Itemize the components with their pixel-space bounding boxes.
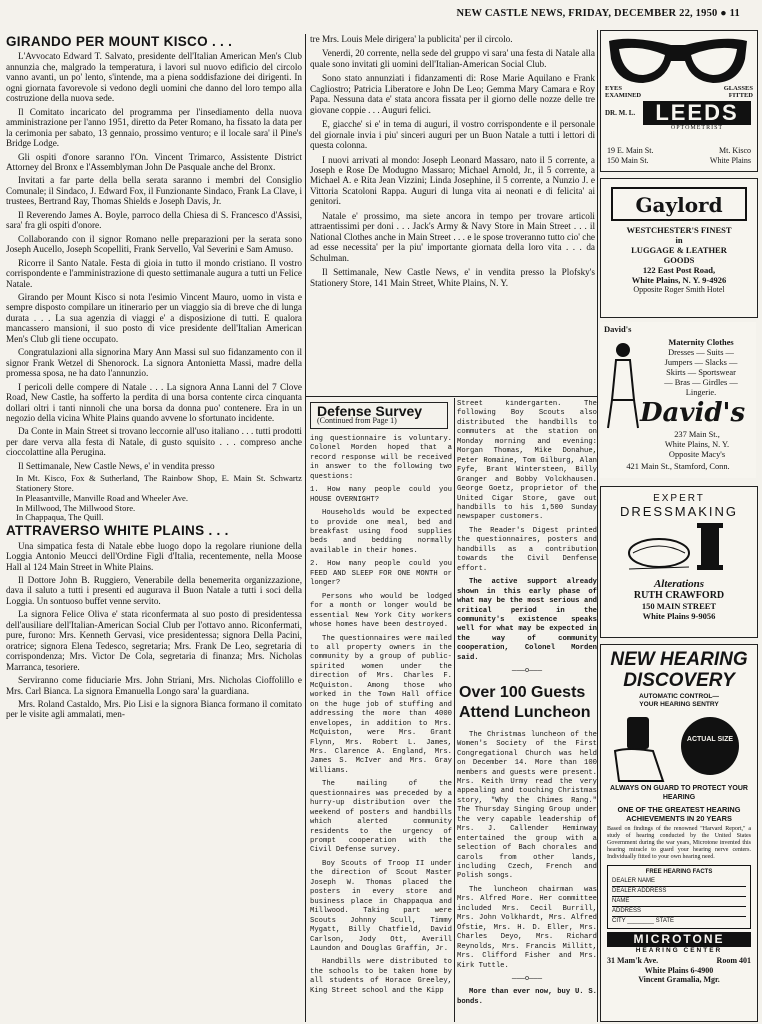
- paragraph: The Reader's Digest printed the questionnaires, posters and handbills as a contribution towards the Civil Denfense effort.: [457, 526, 597, 573]
- hearing-addr: 31 Mam'k Ave.: [607, 956, 659, 965]
- defense-survey-title-box: [310, 402, 448, 429]
- paragraph: The mailing of the questionnaires was preceded by a hurry-up distribution over the weekend of posters and handbills which alerted community residents to the urgency of prompt cooperation with the Civil Defense survey.: [310, 780, 452, 855]
- paragraph: I pericoli delle compere di Natale . . . La signora Anna Lanni del 7 Clove Road, New Castle, ha sofferto la perdita di una borsa contente circa cinquanta dollari oltri i tanti ninnoli che una borsa da donna puo' contenere. Era in un negozio della vicina White Plains quando avvene lo sfortunato incidente.: [6, 381, 302, 423]
- davids-line: Skirts — Sportswear: [666, 368, 736, 377]
- form-field-address[interactable]: ADDRESS: [612, 907, 746, 917]
- leeds-addr: 19 E. Main St.: [607, 146, 654, 155]
- form-field-state[interactable]: STATE: [655, 918, 675, 924]
- davids-addr: White Plains, N. Y.: [664, 440, 730, 449]
- leeds-eyes: EYES EXAMINED: [605, 85, 642, 99]
- heading-mount-kisco: GIRANDO PER MOUNT KISCO . . .: [6, 34, 233, 49]
- heading-white-plains: ATTRAVERSO WHITE PLAINS . . .: [6, 523, 229, 539]
- microtone-brand: MICROTONE: [607, 932, 751, 947]
- column-italian-news: [6, 34, 302, 1022]
- leeds-city: White Plains: [709, 155, 751, 165]
- column-rule: [454, 398, 455, 1022]
- ad-hearing: [600, 644, 758, 1022]
- davids-address: [640, 430, 754, 460]
- dress-line: DRESSMAKING: [619, 504, 739, 519]
- form-field-city[interactable]: CITY: [612, 918, 626, 924]
- question: 1. How many people could you HOUSE OVERNIGHT?: [310, 486, 452, 504]
- column-italian-news-continued: [310, 34, 595, 394]
- paragraph: Households would be expected to provide one meal, bed and breakfast using food supplies beds and bedding normally available in their homes.: [310, 509, 452, 555]
- luncheon-title: Over 100 Guests Attend Luncheon: [459, 683, 591, 721]
- leeds-addr: 150 Main St.: [607, 155, 649, 165]
- gaylord-logo-box: [611, 187, 747, 221]
- paragraph: Persons who would be lodged for a month or longer would be essential New York City workers whose homes have been destroyed.: [310, 592, 452, 630]
- dress-line: EXPERT: [653, 493, 705, 504]
- davids-list: [648, 338, 754, 398]
- gaylord-line: Opposite Roger Smith Hotel: [633, 285, 725, 294]
- davids-line: — Bras — Girdles —: [664, 378, 738, 387]
- hearing-line: ACHIEVEMENTS IN 20 YEARS: [626, 814, 732, 823]
- hearing-line: AUTOMATIC CONTROL—: [639, 693, 719, 700]
- dress-line: 150 MAIN STREET: [641, 601, 717, 611]
- paragraph: The Christmas luncheon of the Women's Society of the First Congregational Church was held on December 14. More than 100 members and guests were present. Mrs. Keith Urmy read the very appealing and touching Christmas story, "Why the Chimes Rang." The Thursday Singing Group under the very capable leadership of Mrs. J. Callender Heminway entertained the group with a selection of Bach chorales and carols from other lands, including Czech, French and Polish songs.: [457, 730, 597, 881]
- divider: ———o———: [511, 975, 543, 984]
- store-item: In Chappaqua, The Quill.: [16, 512, 104, 523]
- paragraph: La signora Felice Oliva e' stata riconfermata al suo posto di presidentessa dell'ausiliare dell'Italian-American Social Club per l'ottavo anno. Riconfermati, pure, furono: Mrs. Kenneth Gervasi, vice presidentessa; signora Della Pacini, oratrice; signora Elena Tedesco, segretaria; Mrs. Frank De Leo, segretaria di corrispondenza; Mrs. Victor De Cola, segretaria di finanza; Mrs. Nicholas Marranca, tesoriere.: [6, 609, 302, 672]
- defense-survey-title: Defense Survey: [317, 403, 423, 419]
- hearing-body: Based on findings of the renowned "Harvard Report," a study of hearing conducted by the United States Government during the war years, Microtone invented this hearing miracle to guard your hearing nerve centers. Individually fitted to your own hearing need.: [607, 826, 751, 860]
- ad-leeds: [600, 30, 758, 172]
- davids-line: Jumpers — Slacks —: [664, 358, 738, 367]
- paragraph: Collaborando con il signor Romano nelle preparazioni per la serata sono Joseph Aucello, Joseph Scopelliti, Frank Servello, Val Severini e Sam Amuso.: [6, 233, 302, 255]
- divider: ———o———: [511, 667, 543, 676]
- davids-line: Lingerie.: [685, 388, 717, 397]
- hearing-line: YOUR HEARING SENTRY: [639, 701, 719, 708]
- paragraph: Da Conte in Main Street si trovano leccornie all'uso italiano . . . tutti prodotti per dare verva alla festa di Natale, di gusto squisito . . . compreso anche cioccolattine alla Perugina.: [6, 426, 302, 458]
- paragraph: The questionnaires were mailed to all property owners in the community by a group of public-spirited women under the direction of Mrs. Charles F. McQuiston. Among those who worked in the Town Hall office on the huge job of stuffing and addressing the more than 4000 envelopes, in addition to Mrs. McQuiston, were Mrs. Grant Flynn, Mrs. Robert L. James, Mrs. Clarence A. England, Mrs. James S. McIver and Mrs. Gray Williams.: [310, 634, 452, 775]
- gaylord-line: 122 East Post Road,: [642, 265, 716, 275]
- gaylord-line: White Plains, N. Y. 9-4926: [631, 275, 727, 285]
- gaylord-line: WESTCHESTER'S FINEST: [626, 225, 732, 235]
- paragraph: Una simpatica festa di Natale ebbe luogo dopo la regolare riunione della Loggia Antonio Meucci dell'Ordine Figli d'Italia, recentemente, nella Moose Hall al 124 Main Street in White Plains.: [6, 540, 302, 572]
- gaylord-logo: Gaylord: [635, 193, 723, 217]
- store-list: [6, 474, 302, 523]
- hearing-line: ONE OF THE GREATEST HEARING: [617, 805, 741, 814]
- store-item: In Pleasantville, Manville Road and Wheeler Ave.: [16, 492, 188, 503]
- question: 2. How many people could you FEED AND SLEEP FOR ONE MONTH or longer?: [310, 560, 452, 588]
- paragraph: Sono stato annunziati i fidanzamenti di: Rose Marie Aquilano e Frank Cagliostro; Patricia Liberatore e John De Leo; Gemma Mary Camara e Roy Papa. Nessuna data e' stata ancora fissata per il giorno delle nozze delle tre giovane coppie . . . Auguri felici.: [310, 73, 595, 115]
- paragraph: Il Dottore John B. Ruggiero, Venerabile della benemerita organizzazione, dava il saluto a tutti i presenti ed augurava il Buon Natale a tutti i soci della Loggia. Un sontuoso buffet venne servito.: [6, 575, 302, 606]
- paragraph: The luncheon chairman was Mrs. Alfred More. Her committee included Mrs. Cecil Burrill, Mrs. John Volkhardt, Mrs. Alfred Ofstie, Mrs. H. D. Eller, Mrs. Charles Deyo, Mrs. Richard Reynolds, Mrs. Francis Millitt, Mrs. Clifford Fisher and Mrs. Kirk Tuttle.: [457, 885, 597, 970]
- davids-addr: 237 Main St.,: [674, 430, 720, 439]
- hearing-room: Room 401: [716, 956, 751, 965]
- dress-line: Alterations: [653, 578, 705, 590]
- sewing-notions-icon: [619, 519, 739, 573]
- ad-gaylord: [600, 178, 758, 318]
- hearing-manager: Vincent Gramalia, Mgr.: [638, 975, 720, 985]
- leeds-city: Mt. Kisco: [719, 146, 751, 155]
- paragraph: tre Mrs. Louis Mele dirigera' la publicita' per il circolo.: [310, 34, 513, 44]
- davids-addr: 421 Main St., Stamford, Conn.: [626, 462, 730, 471]
- masthead: NEW CASTLE NEWS, FRIDAY, DECEMBER 22, 1950 ● 11: [456, 8, 740, 19]
- paragraph: Boy Scouts of Troop II under the direction of Scout Master Joseph W. Thomas placed the posters in every store and business place in Chappaqua and Millwood. Taking part were Scouts Johnny Scull, Timmy Mygatt, Billy Chatfield, David Carlson, Jody Ott, Averill Laundon and Douglas Graffin, Jr.: [310, 859, 452, 954]
- section-rule: [306, 396, 598, 397]
- davids-logo: David's: [640, 398, 746, 428]
- hand-holding-device-icon: [609, 711, 669, 785]
- free-hearing-form[interactable]: FREE HEARING FACTS DEALER NAME DEALER ADDRESS NAME ADDRESS CITY ________ STATE: [607, 865, 751, 929]
- leeds-name: LEEDS: [643, 101, 751, 125]
- paragraph: Serviranno come fiduciarie Mrs. John Striani, Mrs. Nicholas Cioffolillo e Mrs. Carl Bianca. La signora Emanuella Longo sara' la guardiana.: [6, 675, 302, 696]
- form-field-dealer-name[interactable]: DEALER NAME: [612, 877, 746, 887]
- paragraph: Street kindergarten. The following Boy Scouts also distributed the handbills to commuters at the station on Monday morning and evening: Morgan Thomas, Mike Donahue, Peter Romaine, Tom Gilburg, Alan Fyfe, Brant Wintersteen, Billy Granger and Bobby Volckhausen. George Goetz, proprietor of the United Cigar Store, gave out handbills to his 1,500 Sunday newspaper customers.: [457, 400, 597, 522]
- hearing-line: ALWAYS ON GUARD TO PROTECT YOUR HEARING: [610, 785, 748, 801]
- column-rule: [305, 34, 306, 1022]
- ad-davids: [600, 322, 756, 478]
- paragraph: L'Avvocato Edward T. Salvato, presidente dell'Italian American Men's Club annunzia che, malgrado la temperatura, i lavori sul nuovo edificio del circolo vanno avanti, un po' lento, s'intende, ma a piena soddisfazione dei dirigenti. In ogni giornata favorevole si vedono degli uomini che danno del loro tempo alla costruzione della nuova sede.: [6, 51, 302, 104]
- woman-figure-icon: [604, 340, 642, 432]
- form-field-dealer-address[interactable]: DEALER ADDRESS: [612, 887, 746, 897]
- dress-line: RUTH CRAWFORD: [633, 590, 725, 601]
- form-title: FREE HEARING FACTS: [645, 869, 713, 875]
- paragraph: Girando per Mount Kisco si nota l'esimio Vincent Mauro, uomo in vista e sempre disposto compilare un itinerario per un viaggio sia di breve che di lunga durata . . . La sua agenzia di viaggi e' a disposizione di tutti. E qualora mancassero mansioni, il suo posto di vice presidente dell'Italian American Men's Club gli tiene occupato.: [6, 291, 302, 344]
- bonds-note: More than ever now, buy U. S. bonds.: [457, 988, 597, 1006]
- store-item: In Millwood, The Millwood Store.: [16, 502, 136, 513]
- gaylord-line: LUGGAGE & LEATHER: [631, 245, 727, 255]
- paragraph: E, giacche' si e' in tema di auguri, il vostro corrispondente e il personale del giornale invia i piu' sinceri auguri per un Buon Natale a tutti i lettori di questa colonna.: [310, 119, 595, 151]
- leeds-addresses: [607, 146, 751, 165]
- paragraph: Congratulazioni alla signorina Mary Ann Massi sul suo fidanzamento con il signor Frank Wetzel di Shenorock. La signora Antonietta Massi, madre della promessa sposa, ne ha dato l'annunzio.: [6, 347, 302, 379]
- hearing-address: [601, 954, 757, 987]
- paragraph: Invitati a far parte della bella serata saranno i membri del Consiglio Comunale; il Sindaco, J. Edward Fox, il Funzionante Sindaco, Frank La Clave, i trustees, Bertrand Ray, Thomas Shields e Joseph Davis, Jr.: [6, 175, 302, 207]
- hearing-device-area: [601, 709, 757, 785]
- paragraph: Il Settimanale, New Castle News, e' in vendita presso la Plofsky's Stationery Store, 141 Main Street, White Plains, N. Y.: [310, 267, 595, 288]
- leeds-glasses: GLASSES FITTED: [723, 85, 753, 99]
- ad-dressmaking: [600, 486, 758, 638]
- paragraph: Natale e' prossimo, ma siete ancora in tempo per trovare articoli attraentissimi per doni . . . Jack's Army & Navy Store in Main Street . . . il National Clothes anche in Main Street . . . e le spose troveranno tutto cio' che ad esse necessita' per la piu' importante giornata della loro vita . . . da Schulman.: [310, 210, 595, 263]
- paragraph: Venerdi, 20 corrente, nella sede del gruppo vi sara' una festa di Natale alla quale sono invitati gli uomini dell'Italian-American Social Club.: [310, 48, 595, 69]
- paragraph: I nuovi arrivati al mondo: Joseph Leonard Massaro, nato il 5 corrente, a Joseph e Rose De Modugno Massaro; Michael Arnold, Jr., il 5 corrente, a Michael A. e Rita Jean Vizzini; Linda Josephine, il 5 corrente, a Nunzio J. e Vittoria Scatoloni Rappa. Auguri di lunga vita ai neonati e di felicita' ai genitori.: [310, 154, 595, 207]
- dress-line: White Plains 9-9056: [642, 611, 716, 621]
- paragraph: ing questionnaire is voluntary. Colonel Morden hoped that a record response will be received in answer to the following two questions:: [310, 434, 452, 481]
- paragraph: Il Reverendo James A. Boyle, parroco della Chiesa di S. Francesco d'Assisi, sara' fra gli ospiti d'onore.: [6, 209, 302, 231]
- paragraph: Ricorre il Santo Natale. Festa di gioia in tutto il mondo cristiano. Il vostro corrispondente e l'amministrazione di questo settimanale augura a tutti un Felice Natale.: [6, 257, 302, 289]
- column-defense-luncheon: [457, 400, 597, 1022]
- continued-note: (Continued from Page 1): [317, 416, 397, 426]
- paragraph: Il Settimanale, New Castle News, e' in vendita presso: [18, 460, 215, 471]
- paragraph: The active support already shown in this early phase of what may be the most serious and critical period in the community's existence speaks well for what may be expected in the way of community cooperation, Colonel Morden said.: [457, 578, 597, 662]
- davids-line: Maternity Clothes: [668, 338, 734, 347]
- hearing-title: NEW HEARING DISCOVERY: [610, 649, 748, 691]
- column-rule: [597, 30, 598, 1022]
- gaylord-line: in: [675, 235, 683, 245]
- leeds-tag: OPTOMETRIST: [670, 125, 724, 131]
- paragraph: Mrs. Roland Castaldo, Mrs. Pio Lisi e la signora Bianca formano il comitato per le visite agli ammalati, men-: [6, 699, 302, 720]
- leeds-dr: DR. M. L.: [605, 109, 636, 117]
- store-item: In Mt. Kisco, Fox & Sutherland, The Rainbow Shop, E. Main St. Schwartz Stationery Store.: [16, 473, 302, 494]
- hearing-center: HEARING CENTER: [635, 947, 723, 954]
- davids-top: David's: [604, 324, 632, 334]
- gaylord-line: GOODS: [663, 255, 695, 265]
- column-defense-survey: [310, 400, 452, 1022]
- paragraph: Il Comitato incaricato del programma per l'insediamento della nuova amministrazione per l'anno 1951, diretto da Peter Romano, ha fissato la data per la cerimonia per sabato, 13 gennaio, prossimo venturo; e il locale sara' il Pine's Bridge Lodge.: [6, 106, 302, 149]
- davids-line: Dresses — Suits —: [668, 348, 734, 357]
- paragraph: Gli ospiti d'onore saranno l'On. Vincent Trimarco, Assistente District Attorney del Bronx e l'Assemblyman John De Pasquale anche del Bronx.: [6, 151, 302, 172]
- davids-addr: Opposite Macy's: [668, 450, 726, 459]
- paragraph: Handbills were distributed to the schools to be taken home by all students of Horace Greeley, King Street school and the Kipp: [310, 958, 452, 995]
- actual-size-badge: ACTUAL SIZE: [681, 717, 739, 775]
- form-field-name[interactable]: NAME: [612, 897, 746, 907]
- hearing-phone: White Plains 6-4900: [644, 965, 714, 975]
